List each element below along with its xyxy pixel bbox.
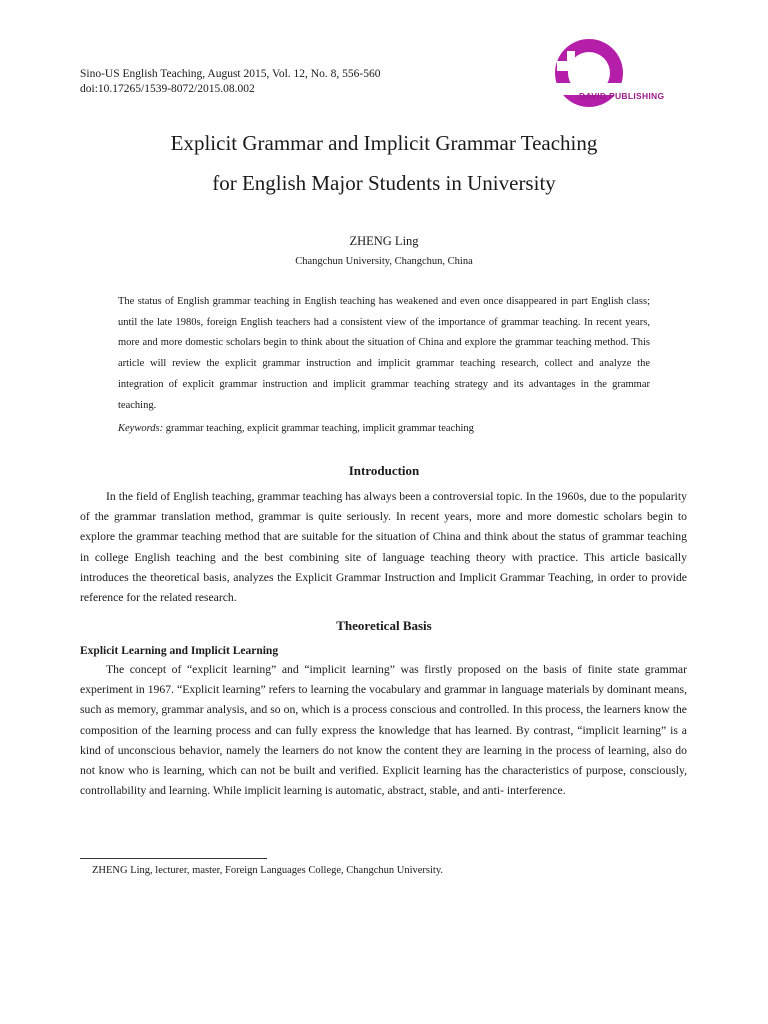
title-line-1: Explicit Grammar and Implicit Grammar Teaching — [170, 131, 598, 155]
footnote: ZHENG Ling, lecturer, master, Foreign Languages College, Changchun University. — [92, 865, 444, 876]
keywords — [118, 423, 650, 434]
abstract: The status of English grammar teaching in English teaching has weakened and even once disappeared in part English class; until the late 1980s, foreign English teachers had a consistent view of the importance of grammar teaching. In recent years, more and more domestic scholars begin to think about the situation of China and explore the grammar teaching method. This article will review the explicit grammar instruction and implicit grammar teaching research, collect and analyze the integration of explicit grammar instruction and implicit grammar teaching strategy and its advantages in the grammar teaching. — [118, 296, 650, 411]
section-heading-theoretical-basis: Theoretical Basis — [336, 618, 432, 633]
journal-citation: Sino-US English Teaching, August 2015, Vol. 12, No. 8, 556-560 — [80, 68, 381, 80]
author-name: ZHENG Ling — [349, 234, 419, 248]
title-line-2: for English Major Students in University — [212, 171, 556, 195]
footnote-divider — [80, 858, 267, 859]
author-affiliation: Changchun University, Changchun, China — [295, 256, 473, 267]
section-heading-introduction: Introduction — [348, 463, 420, 478]
doi-line: doi:10.17265/1539-8072/2015.08.002 — [80, 83, 255, 95]
journal-header — [80, 67, 380, 97]
keywords-label: Keywords: — [118, 423, 164, 434]
publisher-logo — [555, 37, 690, 109]
publisher-logo-text: DAVID PUBLISHING — [579, 91, 665, 101]
introduction-paragraph: In the field of English teaching, grammar teaching has always been a controversial topic. In the 1960s, due to the popularity of the grammar translation method, grammar is quite seriously. In recent years, more and more domestic scholars begin to explore the grammar teaching method that are suitable for the situation of China and think about the status of grammar teaching in college English teaching and the best combining site of language teaching theory with practice. This article basically introduces the theoretical basis, analyzes the Explicit Grammar Instruction and Implicit Grammar Teaching, in order to provide reference for the related research. — [80, 490, 687, 605]
theoretical-paragraph: The concept of “explicit learning” and “implicit learning” was firstly proposed on the basis of finite state grammar experiment in 1967. “Explicit learning” refers to learning the vocabulary and grammar in language materials by dominant means, such as memory, grammar analysis, and so on, which is a process conscious and controlled. In this process, the learners know the composition of the learning process and can fully express the knowledge that has learned. By contrast, “implicit learning” is a kind of unconscious behavior, namely the learners do not know the content they are learning in the process of learning, also do not know who is learning, which can not be built and verified. Explicit learning has the characteristics of purpose, consciously, controllability and learning. While implicit learning is automatic, abstract, stable, and anti- interference. — [80, 663, 687, 798]
keywords-list: grammar teaching, explicit grammar teaching, implicit grammar teaching — [163, 423, 474, 434]
subsection-heading: Explicit Learning and Implicit Learning — [80, 645, 279, 657]
paper-title — [0, 123, 768, 203]
